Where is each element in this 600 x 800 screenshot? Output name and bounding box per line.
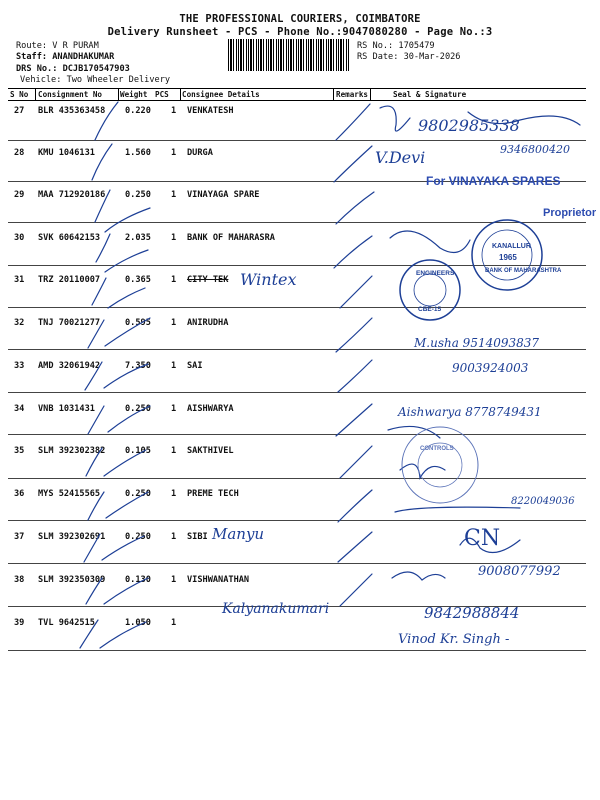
row-consignment: SLM 392302691 <box>38 532 106 542</box>
row-weight: 2.035 <box>125 233 151 243</box>
row-weight: 0.105 <box>125 446 151 456</box>
row-weight: 0.250 <box>125 489 151 499</box>
handwritten-phone: 9008077992 <box>478 564 561 579</box>
rs-number: RS No.: 1705479 <box>357 41 435 51</box>
col-seal: Seal & Signature <box>393 90 467 99</box>
row-consignment: AMD 32061942 <box>38 361 101 371</box>
row-consignee: SAI <box>187 361 203 371</box>
col-sno: S No <box>10 90 29 99</box>
row-sno: 34 <box>14 404 25 414</box>
col-consignment: Consignment No <box>38 90 103 99</box>
row-consignee: VENKATESH <box>187 106 234 116</box>
row-weight: 1.050 <box>125 618 151 628</box>
row-pcs: 1 <box>171 575 177 585</box>
handwritten-signature: Vinod Kr. Singh - <box>398 632 510 647</box>
row-consignment: TNJ 70021277 <box>38 318 101 328</box>
row-weight: 0.220 <box>125 106 151 116</box>
col-remarks: Remarks <box>336 90 369 99</box>
handwritten-name: V.Devi <box>375 148 426 167</box>
row-consignee: SAKTHIVEL <box>187 446 234 456</box>
handwritten-name: Wintex <box>240 270 297 289</box>
row-consignment: MAA 712920186 <box>38 190 106 200</box>
row-sno: 36 <box>14 489 25 499</box>
row-pcs: 1 <box>171 532 177 542</box>
row-pcs: 1 <box>171 190 177 200</box>
rs-date: RS Date: 30-Mar-2026 <box>357 52 461 62</box>
row-consignee: BANK OF MAHARASRA <box>187 233 275 243</box>
row-sno: 37 <box>14 532 25 542</box>
row-weight: 0.365 <box>125 275 151 285</box>
row-pcs: 1 <box>171 148 177 158</box>
row-pcs: 1 <box>171 404 177 414</box>
row-weight: 7.350 <box>125 361 151 371</box>
row-sno: 35 <box>14 446 25 456</box>
row-consignment: TRZ 20110007 <box>38 275 101 285</box>
row-sno: 29 <box>14 190 25 200</box>
handwritten-phone: 9346800420 <box>500 143 570 156</box>
row-consignee: VISHWANATHAN <box>187 575 250 585</box>
stamp-controls-text: CONTROLS <box>420 446 454 452</box>
stamp-vinayaka-spares: For VINAYAKA SPARES <box>426 174 561 188</box>
row-pcs: 1 <box>171 361 177 371</box>
stamp-cbe-text: CBE-15 <box>418 306 442 313</box>
row-consignment: SLM 392302382 <box>38 446 106 456</box>
route-label: Route: V R PURAM <box>16 41 99 51</box>
col-pcs: PCS <box>155 90 169 99</box>
row-sno: 38 <box>14 575 25 585</box>
row-sno: 27 <box>14 106 25 116</box>
row-consignee: DURGA <box>187 148 213 158</box>
row-sno: 30 <box>14 233 25 243</box>
row-pcs: 1 <box>171 106 177 116</box>
row-weight: 0.250 <box>125 532 151 542</box>
stamp-engineers-text: ENGINEERS <box>416 270 455 277</box>
handwritten-phone: 9842988844 <box>424 604 520 622</box>
row-pcs: 1 <box>171 489 177 499</box>
col-consignee: Consignee Details <box>182 90 260 99</box>
handwritten-phone: 9003924003 <box>452 361 529 375</box>
row-sno: 33 <box>14 361 25 371</box>
drs-number: DRS No.: DCJB170547903 <box>16 64 130 74</box>
handwritten-name: Kalyanakumari <box>222 601 330 617</box>
row-weight: 1.560 <box>125 148 151 158</box>
row-pcs: 1 <box>171 446 177 456</box>
row-weight: 0.250 <box>125 190 151 200</box>
row-consignment: BLR 435363458 <box>38 106 106 116</box>
stamp-bank-text: BANK OF MAHARASHTRA <box>485 268 562 274</box>
stamp-bank-code: 1965 <box>499 253 517 262</box>
row-consignment: KMU 1046131 <box>38 148 95 158</box>
row-sno: 39 <box>14 618 25 628</box>
row-pcs: 1 <box>171 233 177 243</box>
row-weight: 0.250 <box>125 404 151 414</box>
row-consignee: AISHWARYA <box>187 404 234 414</box>
row-consignment: TVL 9642515 <box>38 618 95 628</box>
row-weight: 0.595 <box>125 318 151 328</box>
row-sno: 31 <box>14 275 25 285</box>
handwritten-name-phone: M.usha 9514093837 <box>414 336 540 350</box>
row-pcs: 1 <box>171 618 177 628</box>
row-consignment: VNB 1031431 <box>38 404 95 414</box>
row-consignee: ANIRUDHA <box>187 318 229 328</box>
row-sno: 32 <box>14 318 25 328</box>
row-consignee: SIBI <box>187 532 208 542</box>
row-consignee: PREME TECH <box>187 489 239 499</box>
stamp-proprietor: Proprietor <box>543 207 597 219</box>
handwritten-initials: CN <box>464 526 501 551</box>
col-weight: Weight <box>120 90 148 99</box>
row-pcs: 1 <box>171 275 177 285</box>
handwritten-phone: 9802985338 <box>418 116 520 135</box>
handwritten-name: Manyu <box>212 525 265 543</box>
row-consignment: MYS 52415565 <box>38 489 101 499</box>
row-weight: 0.130 <box>125 575 151 585</box>
runsheet-subtitle: Delivery Runsheet - PCS - Phone No.:9047080280 - Page No.:3 <box>107 26 493 38</box>
stamp-bank-branch: KANALLUR <box>492 243 531 250</box>
row-pcs: 1 <box>171 318 177 328</box>
vehicle-label: Vehicle: Two Wheeler Delivery <box>20 75 171 85</box>
row-consignment: SVK 60642153 <box>38 233 101 243</box>
row-sno: 28 <box>14 148 25 158</box>
handwritten-name-phone: Aishwarya 8778749431 <box>398 405 542 419</box>
staff-label: Staff: ANANDHAKUMAR <box>16 52 115 62</box>
row-consignment: SLM 392350309 <box>38 575 106 585</box>
company-title: THE PROFESSIONAL COURIERS, COIMBATORE <box>179 13 421 25</box>
row-consignee: VINAYAGA SPARE <box>187 190 260 200</box>
row-consignee: CITY TEK <box>187 275 229 285</box>
handwritten-phone: 8220049036 <box>511 496 575 507</box>
